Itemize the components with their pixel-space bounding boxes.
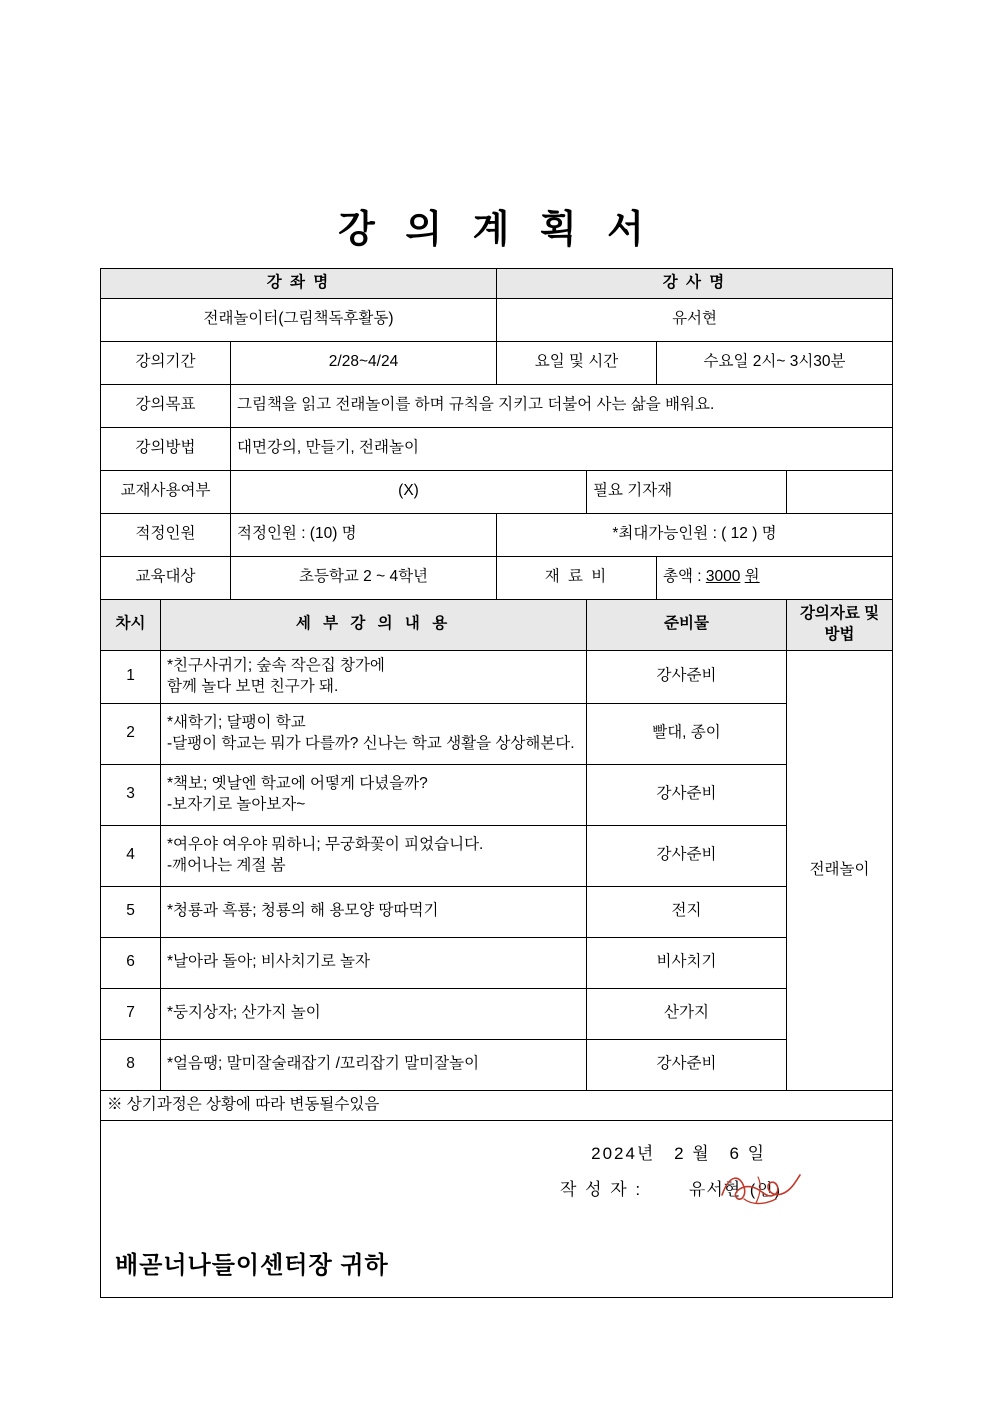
col-header-method: 강의자료 및 방법 bbox=[787, 599, 893, 650]
lecture-plan-table bbox=[100, 268, 893, 1298]
goal-value: 그림책을 읽고 전래놀이를 하며 규칙을 지키고 더불어 사는 삶을 배워요. bbox=[231, 384, 893, 427]
session-detail-line2: -보자기로 놀아보자~ bbox=[167, 795, 306, 813]
signature-seal bbox=[750, 1179, 782, 1202]
session-detail bbox=[161, 650, 587, 703]
method-label: 강의방법 bbox=[101, 427, 231, 470]
table-row bbox=[101, 937, 893, 988]
session-prep: 전지 bbox=[587, 886, 787, 937]
session-prep: 비사치기 bbox=[587, 937, 787, 988]
material-fee-value bbox=[657, 556, 893, 599]
footer-area bbox=[101, 1120, 893, 1297]
session-number: 7 bbox=[101, 988, 161, 1039]
date-year: 2024년 bbox=[591, 1143, 656, 1163]
session-detail bbox=[161, 825, 587, 886]
table-row-method bbox=[101, 427, 893, 470]
material-fee-total-prefix: 총액 : bbox=[663, 568, 702, 586]
table-row bbox=[101, 1039, 893, 1090]
table-row-session-header bbox=[101, 599, 893, 650]
seal-label: (인) bbox=[749, 1181, 783, 1199]
method-value: 대면강의, 만들기, 전래놀이 bbox=[231, 427, 893, 470]
table-row bbox=[101, 650, 893, 703]
session-prep: 강사준비 bbox=[587, 825, 787, 886]
session-number: 1 bbox=[101, 650, 161, 703]
table-row-note bbox=[101, 1090, 893, 1120]
method-column-value: 전래놀이 bbox=[787, 650, 893, 1090]
date-month: 2 월 bbox=[674, 1143, 711, 1163]
table-row bbox=[101, 886, 893, 937]
session-detail-line2: -깨어나는 계절 봄 bbox=[167, 856, 286, 874]
material-fee-amount: 3000 bbox=[705, 568, 741, 586]
col-header-detail: 세 부 강 의 내 용 bbox=[161, 599, 587, 650]
capacity-label: 적정인원 bbox=[101, 513, 231, 556]
session-detail bbox=[161, 703, 587, 764]
textbook-label: 교재사용여부 bbox=[101, 470, 231, 513]
page-title: 강 의 계 획 서 bbox=[338, 209, 654, 251]
session-detail-line2: 함께 놀다 보면 친구가 돼. bbox=[167, 677, 339, 695]
session-prep: 빨대, 종이 bbox=[587, 703, 787, 764]
session-number: 8 bbox=[101, 1039, 161, 1090]
session-number: 4 bbox=[101, 825, 161, 886]
session-number: 6 bbox=[101, 937, 161, 988]
session-number: 5 bbox=[101, 886, 161, 937]
session-detail bbox=[161, 886, 587, 937]
col-header-session: 차시 bbox=[101, 599, 161, 650]
session-number: 2 bbox=[101, 703, 161, 764]
session-detail bbox=[161, 764, 587, 825]
session-detail-line2: -달팽이 학교는 뭐가 다를까? 신나는 학교 생활을 상상해본다. bbox=[167, 734, 575, 752]
date-line bbox=[585, 1143, 772, 1166]
material-fee-unit: 원 bbox=[744, 568, 760, 586]
table-row-target bbox=[101, 556, 893, 599]
note-text: ※ 상기과정은 상황에 따라 변동될수있음 bbox=[101, 1090, 893, 1120]
target-label: 교육대상 bbox=[101, 556, 231, 599]
table-row-goal bbox=[101, 384, 893, 427]
goal-label: 강의목표 bbox=[101, 384, 231, 427]
equipment-label: 필요 기자재 bbox=[587, 470, 787, 513]
col-header-prep: 준비물 bbox=[587, 599, 787, 650]
equipment-value bbox=[787, 470, 893, 513]
session-prep: 강사준비 bbox=[587, 650, 787, 703]
teacher-name-label: 강 사 명 bbox=[497, 269, 893, 299]
table-row-header-values bbox=[101, 298, 893, 341]
daytime-label: 요일 및 시간 bbox=[497, 341, 657, 384]
recipient-line: 배곧너나들이센터장 귀하 bbox=[115, 1252, 389, 1280]
session-detail-line1: *여우야 여우야 뭐하니; 무궁화꽃이 피었습니다. bbox=[167, 835, 484, 853]
textbook-value: (X) bbox=[231, 470, 587, 513]
session-detail-line1: *청룡과 흑룡; 청룡의 해 용모양 땅따먹기 bbox=[167, 902, 439, 920]
period-label: 강의기간 bbox=[101, 341, 231, 384]
session-detail-line1: *얼음땡; 말미잘술래잡기 /꼬리잡기 말미잘놀이 bbox=[167, 1055, 480, 1073]
session-detail-line1: *책보; 옛날엔 학교에 어떻게 다녔을까? bbox=[167, 774, 428, 792]
session-detail bbox=[161, 937, 587, 988]
session-detail bbox=[161, 988, 587, 1039]
session-number: 3 bbox=[101, 764, 161, 825]
capacity-value: 적정인원 : (10) 명 bbox=[231, 513, 497, 556]
teacher-name-value: 유서현 bbox=[497, 298, 893, 341]
writer-line bbox=[560, 1179, 782, 1202]
session-detail bbox=[161, 1039, 587, 1090]
course-name-label: 강 좌 명 bbox=[101, 269, 497, 299]
writer-label: 작 성 자 : bbox=[560, 1179, 643, 1199]
max-capacity-value: *최대가능인원 : ( 12 ) 명 bbox=[497, 513, 893, 556]
table-row bbox=[101, 764, 893, 825]
table-row-capacity bbox=[101, 513, 893, 556]
session-detail-line1: *새학기; 달팽이 학교 bbox=[167, 713, 306, 731]
writer-name: 유서현 bbox=[688, 1179, 742, 1199]
table-row bbox=[101, 988, 893, 1039]
table-row bbox=[101, 825, 893, 886]
session-detail-line1: *친구사귀기; 숲속 작은집 창가에 bbox=[167, 656, 385, 674]
table-row-textbook bbox=[101, 470, 893, 513]
table-row-header-labels bbox=[101, 269, 893, 299]
material-fee-label: 재 료 비 bbox=[497, 556, 657, 599]
table-row-period bbox=[101, 341, 893, 384]
session-prep: 강사준비 bbox=[587, 764, 787, 825]
course-name-value: 전래놀이터(그림책독후활동) bbox=[101, 298, 497, 341]
date-day: 6 일 bbox=[729, 1143, 767, 1163]
session-prep: 강사준비 bbox=[587, 1039, 787, 1090]
session-detail-line1: *둥지상자; 산가지 놀이 bbox=[167, 1004, 321, 1022]
period-value: 2/28~4/24 bbox=[231, 341, 497, 384]
session-prep: 산가지 bbox=[587, 988, 787, 1039]
table-row-footer bbox=[101, 1120, 893, 1297]
daytime-value: 수요일 2시~ 3시30분 bbox=[657, 341, 893, 384]
target-value: 초등학교 2 ~ 4학년 bbox=[231, 556, 497, 599]
table-row bbox=[101, 703, 893, 764]
session-detail-line1: *날아라 돌아; 비사치기로 놀자 bbox=[167, 953, 370, 971]
